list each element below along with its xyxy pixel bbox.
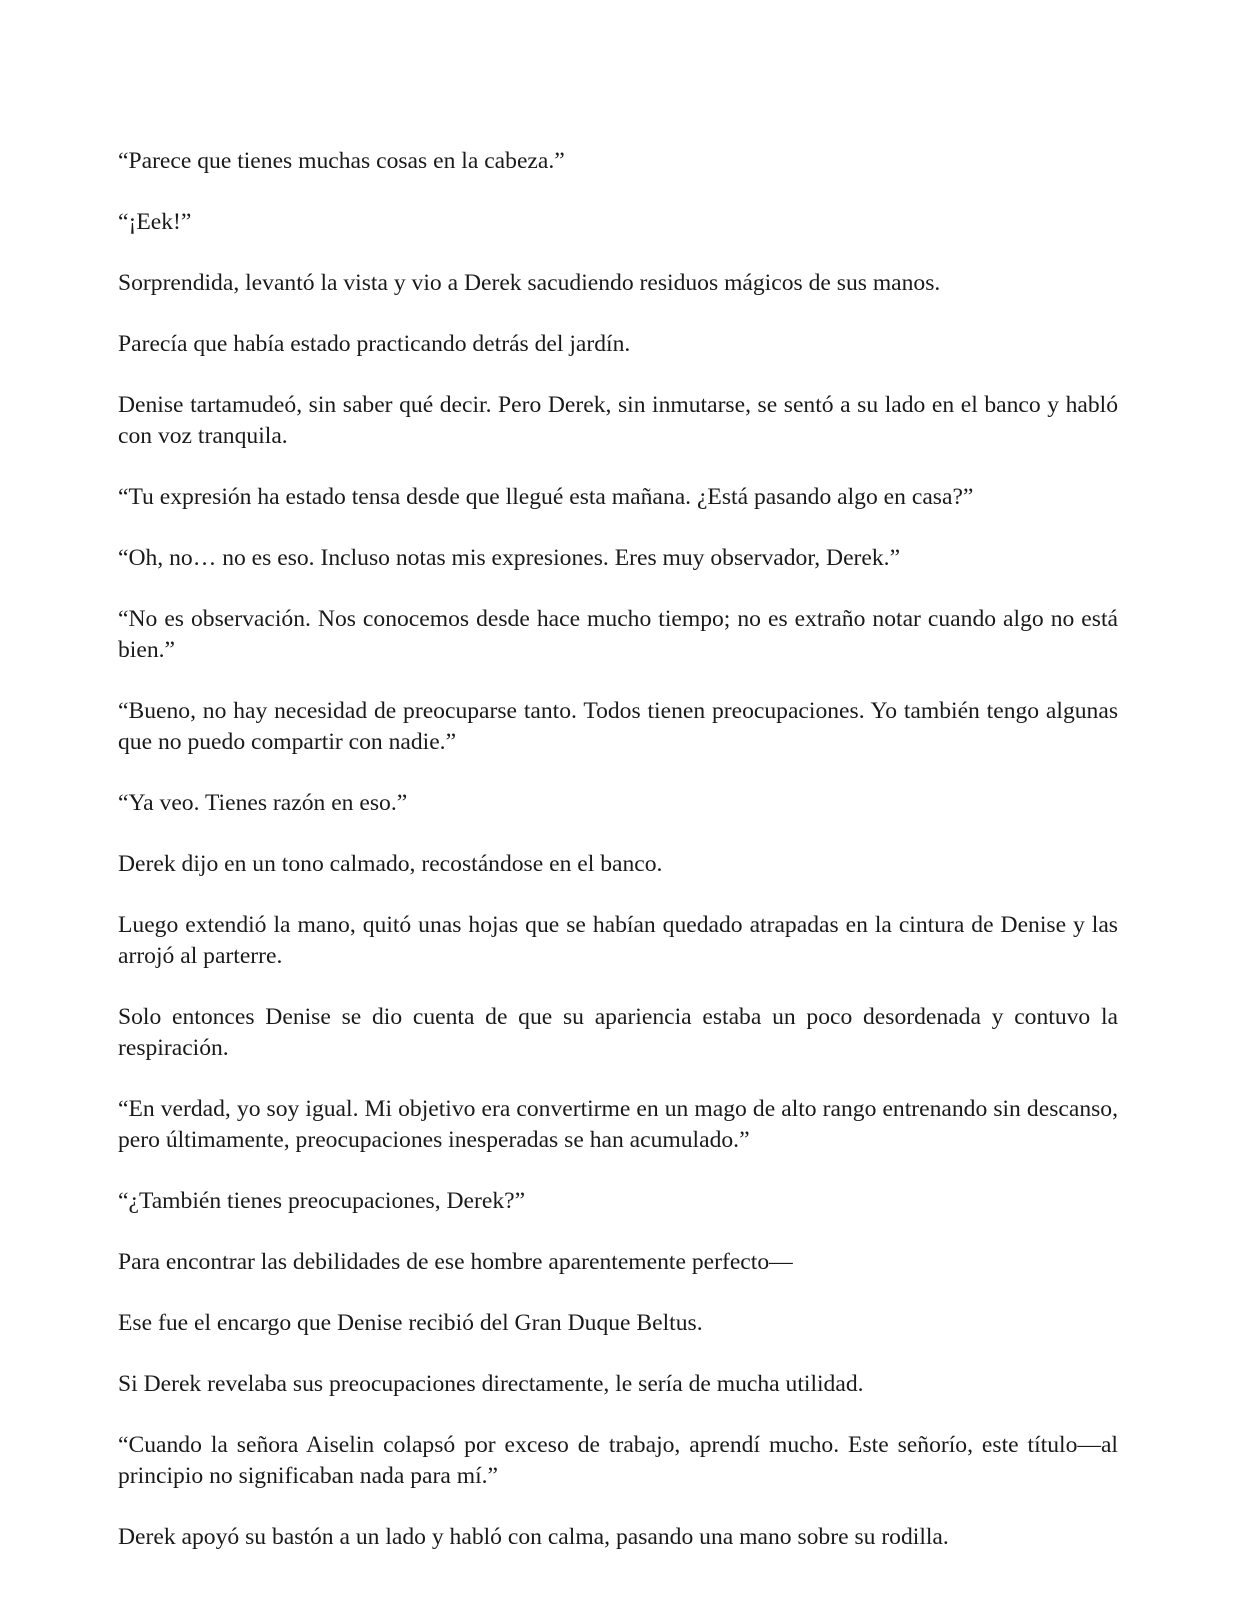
paragraph: “¿También tienes preocupaciones, Derek?” [118, 1188, 526, 1214]
paragraph: “Parece que tienes muchas cosas en la cabeza.” [118, 148, 565, 174]
paragraph: “En verdad, yo soy igual. Mi objetivo era convertirme en un mago de alto rango entrenando sin descanso, pero últimamente, preocupaciones inesperadas se han acumulado.” [118, 1096, 1118, 1153]
paragraph: “No es observación. Nos conocemos desde hace mucho tiempo; no es extraño notar cuando algo no está bien.” [118, 606, 1118, 663]
paragraph: “Bueno, no hay necesidad de preocuparse tanto. Todos tienen preocupaciones. Yo también tengo algunas que no puedo compartir con nadie.” [118, 698, 1118, 755]
paragraph: Luego extendió la mano, quitó unas hojas que se habían quedado atrapadas en la cintura de Denise y las arrojó al parterre. [118, 912, 1118, 969]
paragraph: Ese fue el encargo que Denise recibió del Gran Duque Beltus. [118, 1310, 703, 1336]
paragraph: Denise tartamudeó, sin saber qué decir. Pero Derek, sin inmutarse, se sentó a su lado en el banco y habló con voz tranquila. [118, 392, 1118, 449]
paragraph: Solo entonces Denise se dio cuenta de que su apariencia estaba un poco desordenada y contuvo la respiración. [118, 1004, 1118, 1061]
paragraph: Para encontrar las debilidades de ese hombre aparentemente perfecto— [118, 1249, 793, 1275]
paragraph: Derek dijo en un tono calmado, recostándose en el banco. [118, 851, 663, 877]
paragraph: “Tu expresión ha estado tensa desde que llegué esta mañana. ¿Está pasando algo en casa?” [118, 484, 974, 510]
paragraph: “Ya veo. Tienes razón en eso.” [118, 790, 408, 816]
paragraph: Si Derek revelaba sus preocupaciones directamente, le sería de mucha utilidad. [118, 1371, 864, 1397]
document-body [118, 146, 1118, 1583]
paragraph: “Cuando la señora Aiselin colapsó por exceso de trabajo, aprendí mucho. Este señorío, este título—al principio no significaban nada para mí.” [118, 1432, 1118, 1489]
paragraph: “¡Eek!” [118, 209, 192, 235]
paragraph: “Oh, no… no es eso. Incluso notas mis expresiones. Eres muy observador, Derek.” [118, 545, 901, 571]
paragraph: Parecía que había estado practicando detrás del jardín. [118, 331, 631, 357]
paragraph: Derek apoyó su bastón a un lado y habló con calma, pasando una mano sobre su rodilla. [118, 1524, 949, 1550]
paragraph: Sorprendida, levantó la vista y vio a Derek sacudiendo residuos mágicos de sus manos. [118, 270, 941, 296]
